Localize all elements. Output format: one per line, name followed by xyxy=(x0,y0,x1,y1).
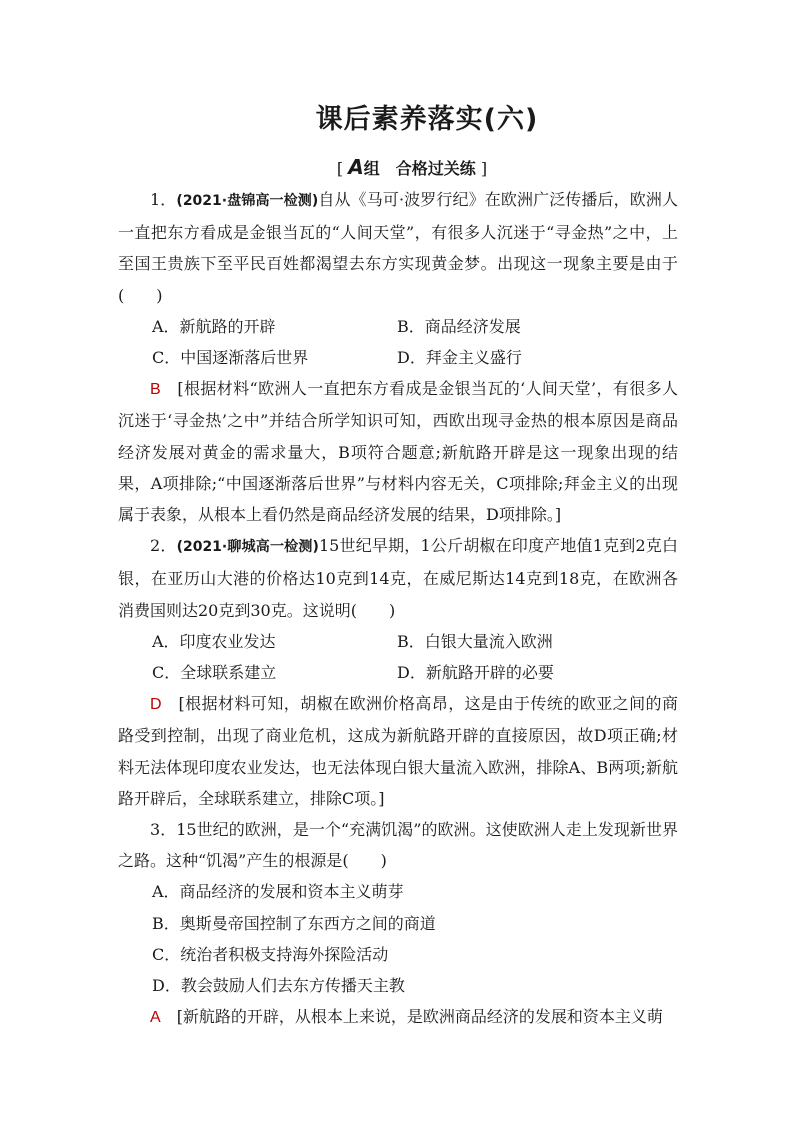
option-b: B．白银大量流入欧洲 xyxy=(397,631,553,651)
question-text: 15世纪的欧洲，是一个“充满饥渴”的欧洲。这使欧洲人走上发现新世界之路。这种“饥渴”产生的根源是( ) xyxy=(118,820,678,871)
section-heading xyxy=(0,155,794,179)
question-source: (2021·盘锦高一检测) xyxy=(176,193,319,209)
question-1-options-row-2 xyxy=(118,342,678,373)
question-1-explanation xyxy=(118,373,678,530)
option-b: B．商品经济发展 xyxy=(397,316,521,336)
question-source: (2021·聊城高一检测) xyxy=(176,539,319,556)
option-c: C．全球联系建立 xyxy=(152,663,277,683)
option-a: A．印度农业发达 xyxy=(152,631,276,651)
question-number: 3． xyxy=(150,820,177,840)
question-3-explanation xyxy=(118,1001,678,1033)
question-1-options-row-1 xyxy=(118,311,678,342)
question-2-explanation xyxy=(118,688,678,814)
question-text: 自从《马可·波罗行纪》在欧洲广泛传播后，欧洲人一直把东方看成是金银当瓦的“人间天堂”，有很多人沉迷于“寻金热”之中，上至国王贵族下至平民百姓都渴望去东方实现黄金梦。出现这一现象主要是由于( ) xyxy=(118,190,678,305)
answer-letter: D xyxy=(150,696,162,714)
option-c: C．中国逐渐落后世界 xyxy=(152,348,309,368)
option-a: A．新航路的开辟 xyxy=(152,316,276,336)
question-text: 15世纪早期，1公斤胡椒在印度产地值1克到2克白银，在亚历山大港的价格达10克到14克，在威尼斯达14克到18克，在欧洲各消费国则达20克到30克。这说明( ) xyxy=(118,536,678,620)
question-1-stem xyxy=(118,184,678,311)
explanation-text: [根据材料可知，胡椒在欧洲价格高昂，这是由于传统的欧亚之间的商路受到控制，出现了商业危机，这成为新航路开辟的直接原因，故D项正确;材料无法体现印度农业发达，也无法体现白银大量流入欧洲，排除A、B两项;新航路开辟后，全球联系建立，排除C项。] xyxy=(118,694,678,808)
option-d: D．新航路开辟的必要 xyxy=(397,663,554,683)
question-2-options-row-2 xyxy=(118,657,678,688)
question-list xyxy=(118,184,678,1033)
bracket-right: ] xyxy=(480,159,488,178)
option-d: D．教会鼓励人们去东方传播天主教 xyxy=(152,976,405,996)
answer-letter: B xyxy=(150,381,161,399)
page-title: 课后素养落实(六) xyxy=(315,104,539,135)
explanation-text: [根据材料“欧洲人一直把东方看成是金银当瓦的‘人间天堂’，有很多人沉迷于‘寻金热’之中”并结合所学知识可知，西欧出现寻金热的根本原因是商品经济发展对黄金的需求量大，B项符合题意;新航路开辟是这一现象出现的结果，A项排除;“中国逐渐落后世界”与材料内容无关，C项排除;拜金主义的出现属于表象，从根本上看仍然是商品经济发展的结果，D项排除。] xyxy=(118,379,678,525)
option-a: A．商品经济的发展和资本主义萌芽 xyxy=(152,882,404,902)
explanation-text: [新航路的开辟，从根本上来说，是欧洲商品经济的发展和资本主义萌 xyxy=(176,1007,663,1027)
option-d: D．拜金主义盛行 xyxy=(397,348,522,368)
group-letter: A xyxy=(348,155,364,179)
answer-letter: A xyxy=(150,1009,161,1027)
group-label: 组 合格过关练 xyxy=(363,159,476,178)
question-2-options-row-1 xyxy=(118,626,678,657)
option-c: C．统治者积极支持海外探险活动 xyxy=(152,944,389,964)
question-2-stem xyxy=(118,530,678,626)
bracket-left: [ xyxy=(336,159,344,178)
question-3-stem xyxy=(118,814,678,876)
option-b: B．奥斯曼帝国控制了东西方之间的商道 xyxy=(152,913,436,933)
question-number: 2． xyxy=(150,536,177,556)
question-number: 1． xyxy=(150,190,177,209)
